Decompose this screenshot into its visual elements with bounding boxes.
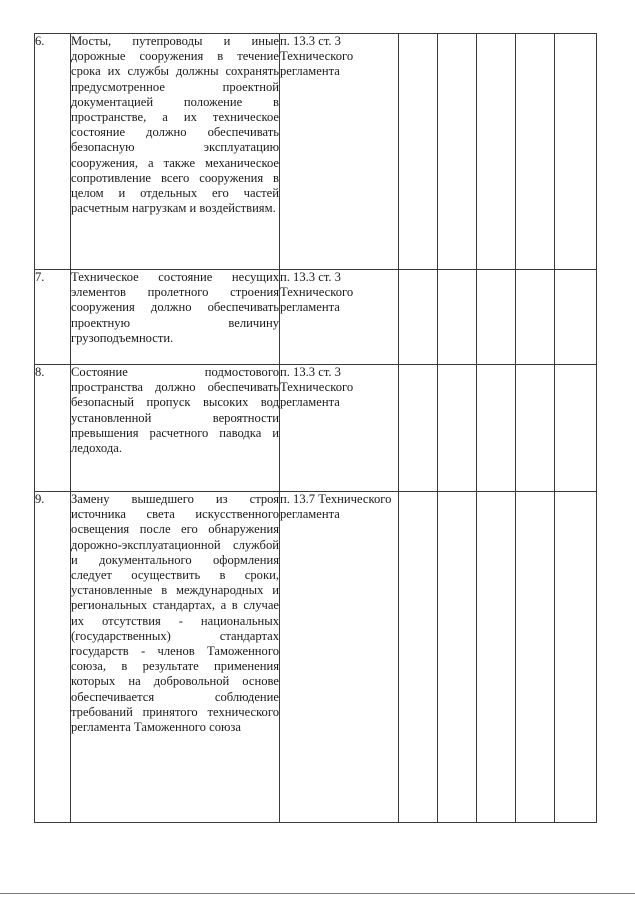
empty-cell bbox=[399, 34, 438, 270]
table-row bbox=[35, 270, 597, 365]
empty-cell bbox=[516, 492, 555, 823]
empty-cell bbox=[555, 365, 597, 492]
row-number: 7. bbox=[35, 270, 71, 365]
empty-cell bbox=[477, 34, 516, 270]
empty-cell bbox=[399, 492, 438, 823]
empty-cell bbox=[555, 34, 597, 270]
empty-cell bbox=[516, 270, 555, 365]
empty-cell bbox=[516, 365, 555, 492]
table-row bbox=[35, 492, 597, 823]
requirement-text: Состояние подмостового пространства должно обеспечивать безопасный пропуск высоких вод установленной вероятности превышения расчетного паводка и ледохода. bbox=[71, 365, 280, 492]
requirement-text: Мосты, путепроводы и иные дорожные сооружения в течение срока их службы должны сохранять предусмотренное проектной документацией положение в пространстве, а их техническое состояние должно обеспечивать безопасную эксплуатацию сооружения, а также механическое сопротивление всего сооружения в целом и отдельных его частей расчетным нагрузкам и воздействиям. bbox=[71, 34, 280, 270]
requirement-text: Техническое состояние несущих элементов пролетного строения сооружения должно обеспечивать проектную величину грузоподъемности. bbox=[71, 270, 280, 365]
regulation-reference: п. 13.7 Технического регламента bbox=[280, 492, 399, 823]
empty-cell bbox=[477, 365, 516, 492]
row-number: 9. bbox=[35, 492, 71, 823]
table-row bbox=[35, 34, 597, 270]
empty-cell bbox=[477, 270, 516, 365]
empty-cell bbox=[438, 270, 477, 365]
empty-cell bbox=[399, 365, 438, 492]
requirement-text: Замену вышедшего из строя источника света искусственного освещения после его обнаружения дорожно-эксплуатационной службой и документального оформления следует осуществить в сроки, установленные в международных и региональных стандартах, а в случае их отсутствия - национальных (государственных) стандартах государств - членов Таможенного союза, в результате применения которых на добровольной основе обеспечивается соблюдение требований принятого технического регламента Таможенного союза bbox=[71, 492, 280, 823]
regulation-reference: п. 13.3 ст. 3 Технического регламента bbox=[280, 270, 399, 365]
requirements-table bbox=[34, 33, 597, 823]
empty-cell bbox=[555, 492, 597, 823]
regulation-reference: п. 13.3 ст. 3 Технического регламента bbox=[280, 365, 399, 492]
regulation-reference: п. 13.3 ст. 3 Технического регламента bbox=[280, 34, 399, 270]
empty-cell bbox=[555, 270, 597, 365]
page-bottom-rule bbox=[0, 893, 635, 894]
table-row bbox=[35, 365, 597, 492]
row-number: 8. bbox=[35, 365, 71, 492]
row-number: 6. bbox=[35, 34, 71, 270]
empty-cell bbox=[438, 365, 477, 492]
empty-cell bbox=[438, 492, 477, 823]
empty-cell bbox=[438, 34, 477, 270]
empty-cell bbox=[516, 34, 555, 270]
empty-cell bbox=[399, 270, 438, 365]
empty-cell bbox=[477, 492, 516, 823]
